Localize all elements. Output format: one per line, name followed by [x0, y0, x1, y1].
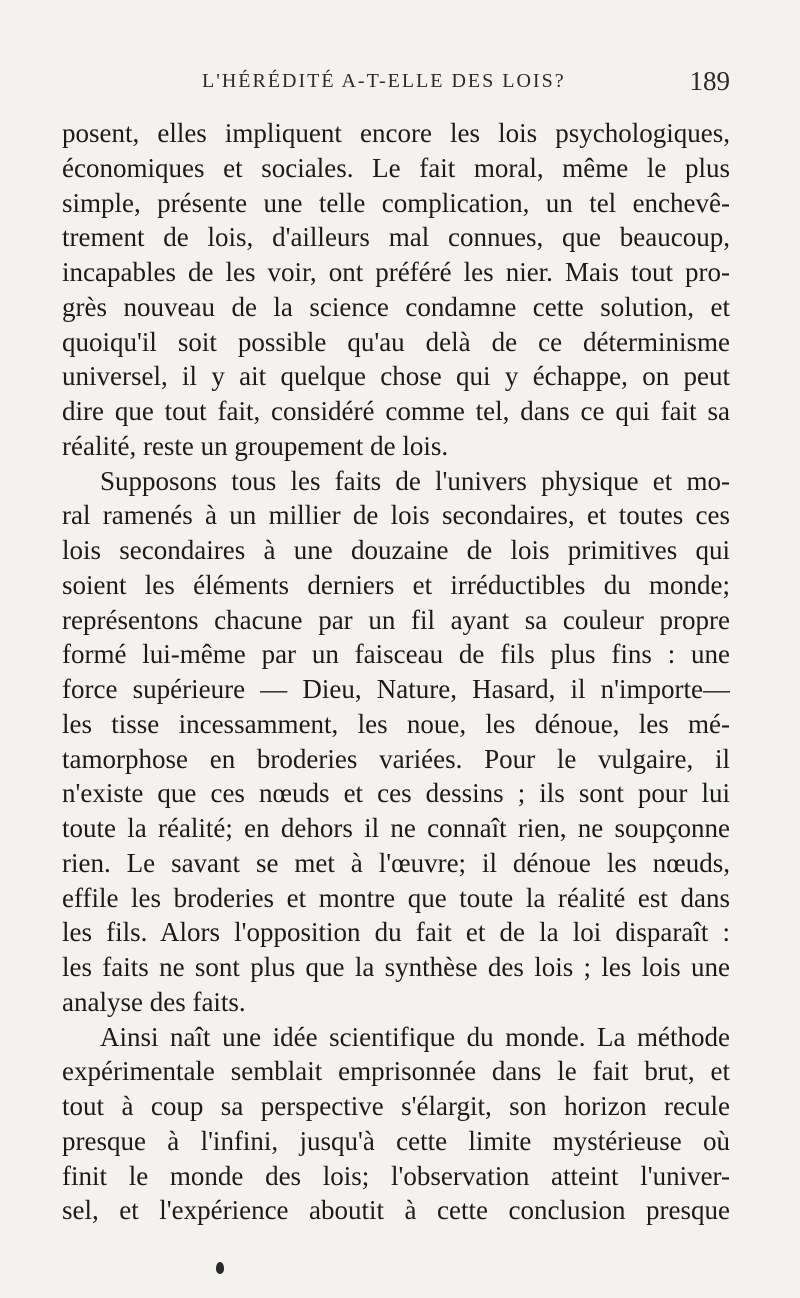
text-line: trement de lois, d'ailleurs mal connues, que beaucoup, — [62, 222, 730, 253]
text-line: finit le monde des lois; l'observation atteint l'univer- — [62, 1160, 730, 1191]
text-line: incapables de les voir, ont préféré les nier. Mais tout pro- — [62, 257, 730, 287]
text-line: lois secondaires à une douzaine de lois primitives qui — [62, 535, 730, 565]
text-line: Supposons tous les faits de l'univers physique et mo- — [100, 465, 730, 496]
text-line: grès nouveau de la science condamne cette solution, et — [62, 291, 730, 322]
text-line: n'existe que ces nœuds et ces dessins ; ils sont pour lui — [62, 778, 730, 809]
text-line: représentons chacune par un fil ayant sa couleur propre — [62, 604, 730, 635]
running-head — [62, 66, 730, 106]
text-line: universel, il y ait quelque chose qui y échappe, on peut — [62, 361, 730, 392]
text-line: simple, présente une telle complication, un tel enchevê- — [62, 187, 730, 218]
text-line: tamorphose en broderies variées. Pour le vulgaire, il — [62, 743, 730, 774]
text-line: réalité, reste un groupement de lois. — [62, 430, 449, 461]
text-line: effile les broderies et montre que toute la réalité est dans — [62, 882, 730, 913]
text-line: rien. Le savant se met à l'œuvre; il dénoue les nœuds, — [62, 847, 730, 878]
running-title: L'HÉRÉDITÉ A-T-ELLE DES LOIS? — [202, 70, 566, 92]
text-line: économiques et sociales. Le fait moral, même le plus — [62, 152, 730, 183]
text-line: tout à coup sa perspective s'élargit, son horizon recule — [62, 1091, 730, 1121]
text-line: les tisse incessamment, les noue, les dénoue, les mé- — [62, 708, 730, 739]
text-line: analyse des faits. — [62, 986, 246, 1017]
text-line: formé lui-même par un faisceau de fils plus fins : une — [62, 639, 730, 670]
text-line: Ainsi naît une idée scientifique du monde. La méthode — [100, 1021, 730, 1052]
body-text — [62, 116, 730, 1228]
ink-mark — [216, 1262, 224, 1274]
text-line: expérimentale semblait emprisonnée dans le fait brut, et — [62, 1056, 730, 1087]
text-line: soient les éléments derniers et irréductibles du monde; — [62, 569, 730, 600]
page-number: 189 — [689, 66, 730, 96]
text-line: posent, elles impliquent encore les lois psychologiques, — [62, 118, 730, 148]
text-line: quoiqu'il soit possible qu'au delà de ce déterminisme — [62, 326, 730, 357]
text-line: presque à l'infini, jusqu'à cette limite mystérieuse où — [62, 1125, 730, 1156]
text-line: sel, et l'expérience aboutit à cette conclusion presque — [62, 1195, 730, 1226]
text-line: toute la réalité; en dehors il ne connaît rien, ne soupçonne — [62, 813, 730, 843]
text-line: les faits ne sont plus que la synthèse des lois ; les lois une — [62, 952, 730, 982]
text-line: dire que tout fait, considéré comme tel, dans ce qui fait sa — [62, 396, 730, 426]
text-line: force supérieure — Dieu, Nature, Hasard, il n'importe— — [62, 674, 730, 704]
text-line: ral ramenés à un millier de lois secondaires, et toutes ces — [62, 500, 730, 531]
text-line: les fils. Alors l'opposition du fait et de la loi disparaît : — [62, 917, 730, 948]
